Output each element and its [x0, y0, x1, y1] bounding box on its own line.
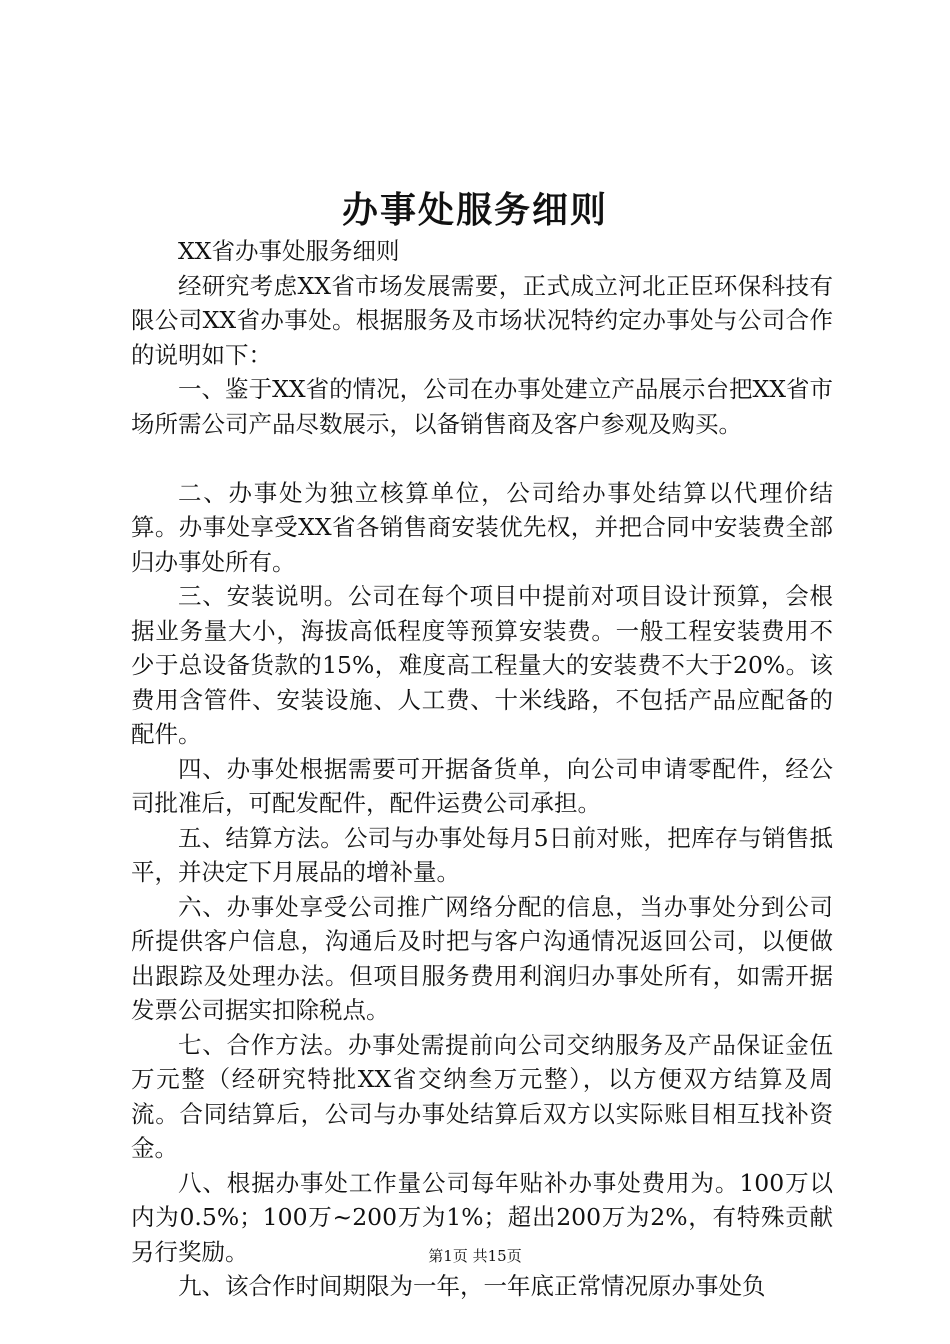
- paragraph-item-4: 四、办事处根据需要可开据备货单，向公司申请零配件，经公司批准后，可配发配件，配件运费公司承担。: [131, 754, 833, 817]
- document-body: [131, 234, 833, 1304]
- paragraph-item-1: 一、鉴于XX省的情况，公司在办事处建立产品展示台把XX省市场所需公司产品尽数展示，以备销售商及客户参观及购买。: [131, 375, 833, 438]
- paragraph-item-7: 七、合作方法。办事处需提前向公司交纳服务及产品保证金伍万元整（经研究特批XX省交纳叁万元整），以方便双方结算及周流。合同结算后，公司与办事处结算后双方以实际账目相互找补资金。: [131, 1030, 833, 1162]
- paragraph-item-3: 三、安装说明。公司在每个项目中提前对项目设计预算，会根据业务量大小，海拔高低程度等预算安装费。一般工程安装费用不少于总设备货款的15%，难度高工程量大的安装费不大于20%。该费用含管件、安装设施、人工费、十米线路，不包括产品应配备的配件。: [131, 582, 833, 748]
- page-footer: 第1页 共15页: [428, 1247, 522, 1265]
- paragraph-item-8: 八、根据办事处工作量公司每年贴补办事处费用为。100万以内为0.5%；100万~200万为1%；超出200万为2%，有特殊贡献另行奖励。: [131, 1168, 833, 1266]
- paragraph-item-9: 九、该合作时间期限为一年，一年底正常情况原办事处负: [178, 1272, 766, 1300]
- paragraph-item-5: 五、结算方法。公司与办事处每月5日前对账，把库存与销售抵平，并决定下月展品的增补量。: [131, 823, 833, 886]
- paragraph-item-2: 二、办事处为独立核算单位，公司给办事处结算以代理价结算。办事处享受XX省各销售商安装优先权，并把合同中安装费全部归办事处所有。: [131, 478, 833, 576]
- paragraph-intro: 经研究考虑XX省市场发展需要，正式成立河北正臣环保科技有限公司XX省办事处。根据服务及市场状况特约定办事处与公司合作的说明如下：: [131, 271, 833, 369]
- document-title: 办事处服务细则: [341, 189, 608, 231]
- paragraph-subtitle: XX省办事处服务细则: [178, 237, 400, 265]
- paragraph-item-6: 六、办事处享受公司推广网络分配的信息，当办事处分到公司所提供客户信息，沟通后及时把与客户沟通情况返回公司，以便做出跟踪及处理办法。但项目服务费用利润归办事处所有，如需开据发票公司据实扣除税点。: [131, 892, 833, 1024]
